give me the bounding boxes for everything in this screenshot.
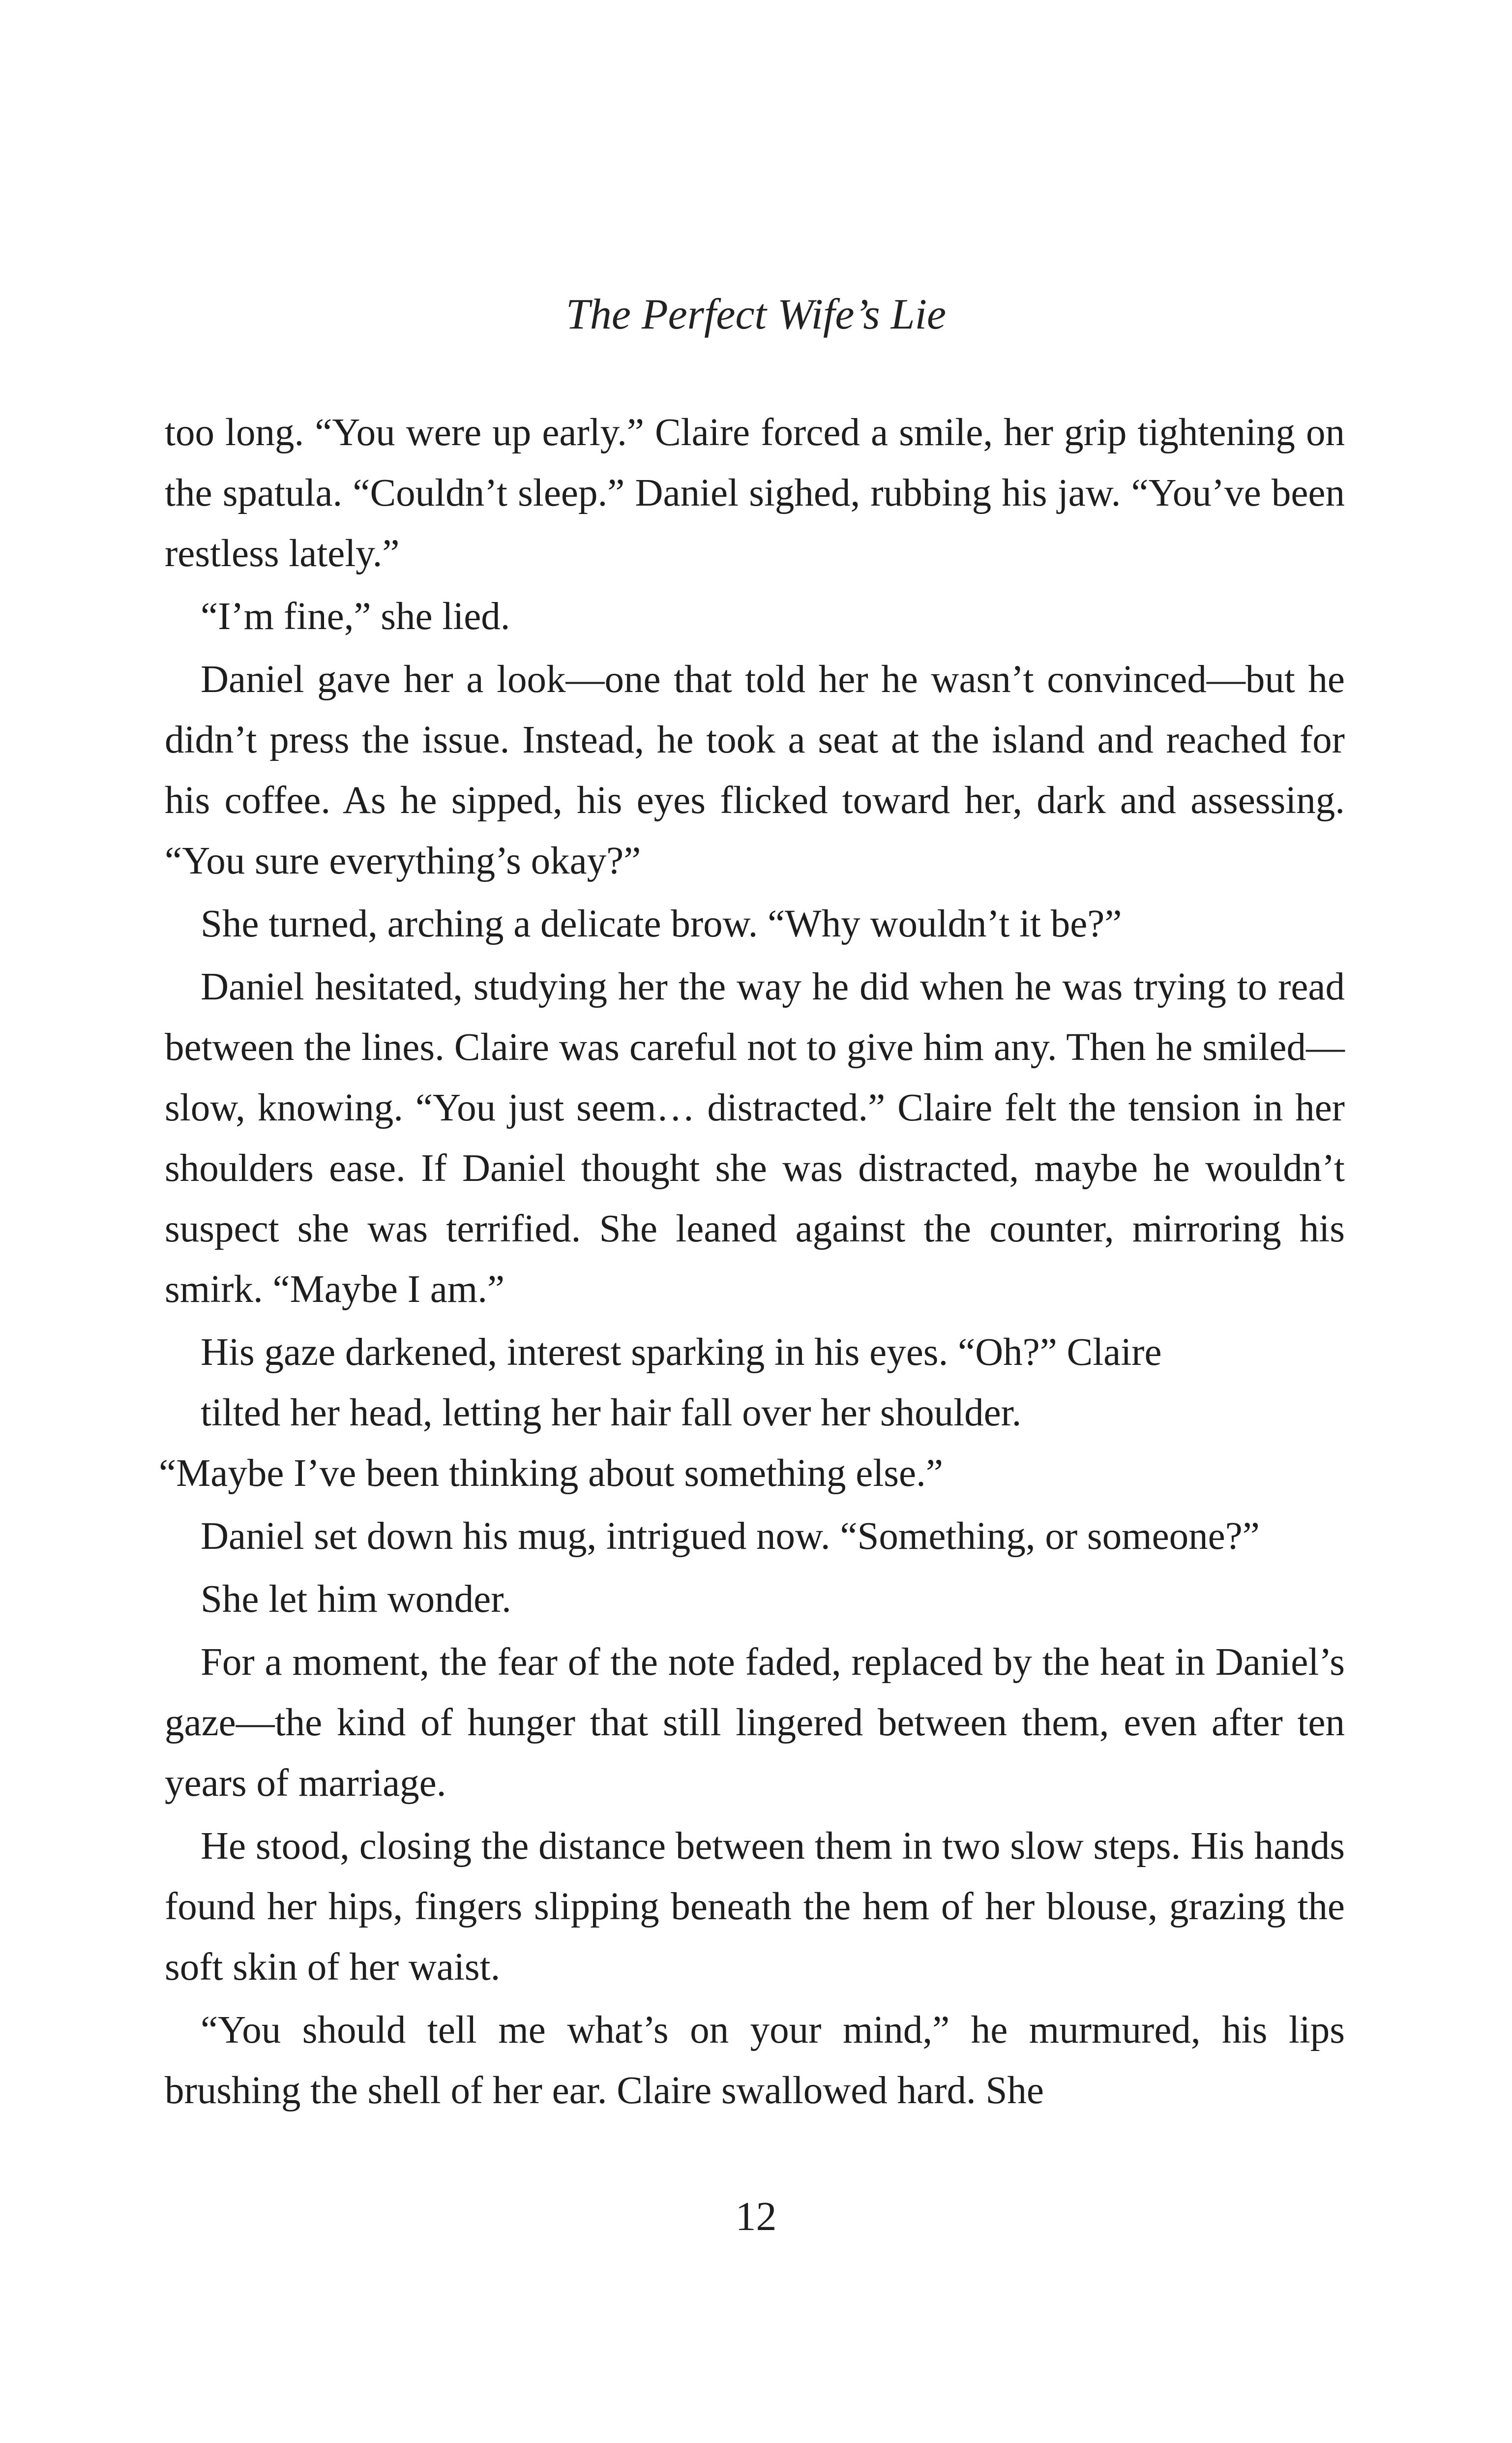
paragraph: She turned, arching a delicate brow. “Why wouldn’t it be?”: [201, 903, 1122, 945]
paragraph-continued: too long. “You were up early.” Claire forced a smile, her grip tightening on the spatula. “Couldn’t sleep.” Daniel sighed, rubbing his jaw. “You’ve been restless lately.”: [165, 411, 1345, 575]
page-number: 12: [735, 2194, 777, 2239]
paragraph-line: “Maybe I’ve been thinking about something else.”: [159, 1452, 943, 1495]
paragraph: Daniel gave her a look—one that told her he wasn’t convinced—but he didn’t press the issue. Instead, he took a seat at the island and reached for his coffee. As he sipped, his eyes flicked toward her, dark and assessing. “You sure everything’s okay?”: [165, 658, 1345, 882]
paragraph: She let him wonder.: [201, 1578, 511, 1621]
body-text: [159, 402, 1345, 2123]
paragraph: Daniel set down his mug, intrigued now. “Something, or someone?”: [201, 1515, 1260, 1558]
paragraph: His gaze darkened, interest sparking in his eyes. “Oh?” Claire: [201, 1331, 1162, 1374]
paragraph-line: tilted her head, letting her hair fall over her shoulder.: [201, 1391, 1022, 1434]
running-title: The Perfect Wife’s Lie: [565, 291, 947, 338]
paragraph: “You should tell me what’s on your mind,” he murmured, his lips brushing the shell of her ear. Claire swallowed hard. She: [165, 2009, 1345, 2112]
paragraph: “I’m fine,” she lied.: [201, 595, 510, 638]
paragraph: He stood, closing the distance between them in two slow steps. His hands found her hips, fingers slipping beneath the hem of her blouse, grazing the soft skin of her waist.: [165, 1825, 1345, 1989]
paragraph: For a moment, the fear of the note faded, replaced by the heat in Daniel’s gaze—the kind of hunger that still lingered between them, even after ten years of marriage.: [165, 1641, 1345, 1805]
paragraph: Daniel hesitated, studying her the way he did when he was trying to read between the lines. Claire was careful not to give him any. Then he smiled—slow, knowing. “You just seem… distracted.” Claire felt the tension in her shoulders ease. If Daniel thought she was distracted, maybe he wouldn’t suspect she was terrified. She leaned against the counter, mirroring his smirk. “Maybe I am.”: [165, 965, 1345, 1311]
